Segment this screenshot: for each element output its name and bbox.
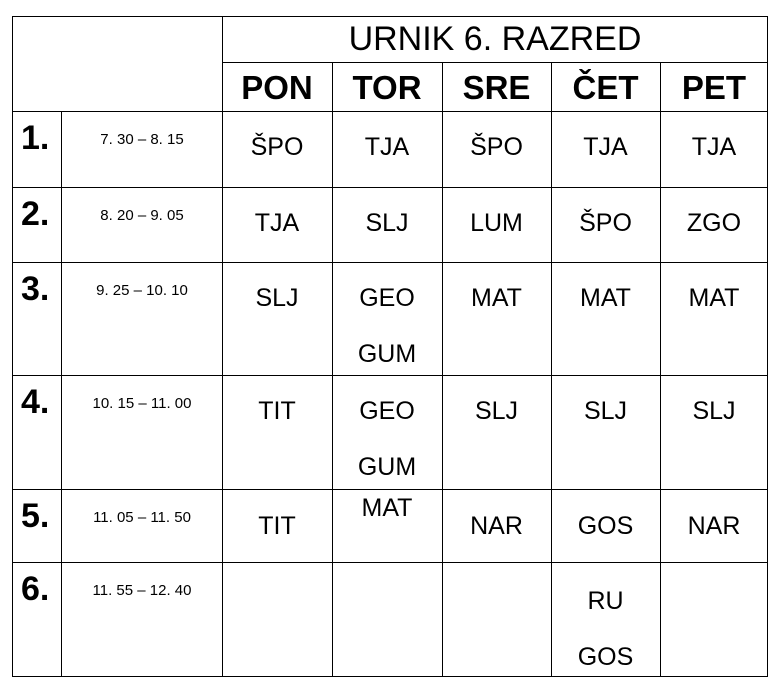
grid-line bbox=[222, 16, 223, 677]
subject-friday: NAR bbox=[687, 512, 741, 540]
subject-tuesday: GEO bbox=[359, 397, 415, 425]
subject-thursday: TJA bbox=[583, 133, 628, 161]
period-time: 10. 15 – 11. 00 bbox=[92, 395, 192, 412]
subject-friday: SLJ bbox=[692, 397, 736, 425]
period-number: 3. bbox=[21, 270, 50, 308]
day-header-monday: PON bbox=[241, 69, 313, 106]
period-number: 6. bbox=[21, 570, 50, 608]
grid-line bbox=[12, 489, 768, 490]
period-time: 11. 55 – 12. 40 bbox=[92, 582, 192, 599]
grid-line bbox=[12, 375, 768, 376]
subject-tuesday: GEO bbox=[359, 284, 415, 312]
subject-tuesday: MAT bbox=[361, 494, 413, 522]
timetable bbox=[12, 16, 768, 677]
grid-line bbox=[767, 16, 768, 677]
subject-wednesday: MAT bbox=[471, 284, 522, 312]
period-time: 9. 25 – 10. 10 bbox=[96, 282, 188, 299]
grid-line bbox=[12, 562, 768, 563]
subject-thursday: RU bbox=[587, 587, 624, 615]
subject-monday: ŠPO bbox=[250, 133, 304, 161]
subject-wednesday: SLJ bbox=[474, 397, 519, 425]
subject-thursday: SLJ bbox=[583, 397, 628, 425]
subject-wednesday: ŠPO bbox=[470, 133, 523, 161]
subject-wednesday: LUM bbox=[470, 209, 523, 237]
subject-tuesday: GUM bbox=[357, 453, 417, 481]
day-header-tuesday: TOR bbox=[352, 69, 422, 106]
subject-monday: TJA bbox=[254, 209, 300, 237]
grid-line bbox=[12, 16, 13, 677]
subject-thursday: GOS bbox=[577, 512, 634, 540]
subject-thursday: ŠPO bbox=[579, 209, 632, 237]
period-time: 8. 20 – 9. 05 bbox=[100, 207, 184, 224]
timetable-title: URNIK 6. RAZRED bbox=[348, 20, 642, 58]
subject-thursday: MAT bbox=[580, 284, 631, 312]
period-time: 7. 30 – 8. 15 bbox=[100, 131, 184, 148]
subject-monday: TIT bbox=[258, 512, 296, 540]
subject-friday: MAT bbox=[688, 284, 740, 312]
day-header-thursday: ČET bbox=[572, 69, 639, 106]
grid-line bbox=[12, 676, 768, 677]
subject-tuesday: SLJ bbox=[365, 209, 409, 237]
day-header-wednesday: SRE bbox=[462, 69, 531, 106]
grid-line bbox=[12, 262, 768, 263]
subject-monday: TIT bbox=[258, 397, 296, 425]
subject-monday: SLJ bbox=[255, 284, 299, 312]
period-number: 1. bbox=[21, 119, 50, 157]
period-number: 2. bbox=[21, 195, 50, 233]
period-number: 5. bbox=[21, 497, 50, 535]
grid-line bbox=[12, 187, 768, 188]
subject-tuesday: GUM bbox=[357, 340, 417, 368]
subject-tuesday: TJA bbox=[364, 133, 410, 161]
grid-line bbox=[12, 111, 768, 112]
subject-friday: ZGO bbox=[686, 209, 742, 237]
subject-friday: TJA bbox=[691, 133, 737, 161]
grid-line bbox=[12, 16, 768, 17]
day-header-friday: PET bbox=[681, 69, 747, 106]
period-number: 4. bbox=[21, 383, 50, 421]
period-time: 11. 05 – 11. 50 bbox=[93, 509, 191, 526]
subject-wednesday: NAR bbox=[470, 512, 523, 540]
subject-thursday: GOS bbox=[577, 643, 634, 671]
grid-line bbox=[222, 62, 768, 63]
